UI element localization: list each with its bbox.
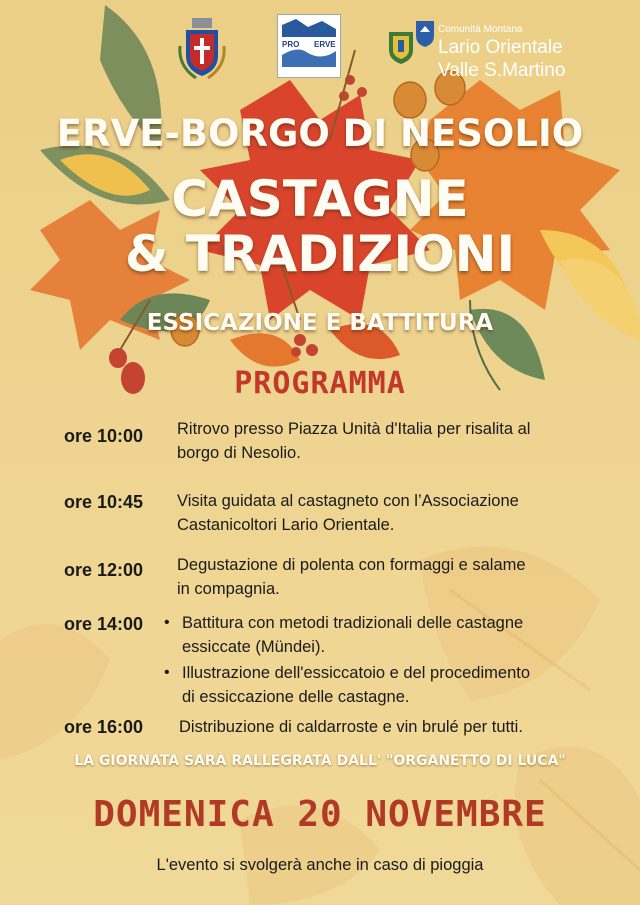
comunita-line2: Valle S.Martino — [438, 60, 566, 81]
desc-1200-line1: Degustazione di polenta con formaggi e salame — [177, 556, 526, 574]
time-1400: ore 14:00 — [64, 614, 144, 634]
organetto-note: LA GIORNATA SARÀ RALLEGRATA DALL' "ORGANETTO DI LUCA" — [74, 753, 566, 769]
time-1200: ore 12:00 — [64, 560, 144, 580]
desc-1045-line1: Visita guidata al castagneto con l’Associazione — [177, 492, 519, 510]
desc-1400-b2-line1: Illustrazione dell'essiccatoio e del procedimento — [182, 664, 531, 682]
erve-coat-of-arms-icon — [176, 16, 228, 82]
pro-erve-logo — [277, 14, 341, 78]
rain-note: L'evento si svolgerà anche in caso di pioggia — [156, 856, 484, 874]
comunita-line1: Lario Orientale — [438, 37, 563, 58]
bullet-dot-1: • — [164, 614, 170, 631]
programma-heading: PROGRAMMA — [234, 366, 406, 401]
event-subtitle: ESSICAZIONE E BATTITURA — [146, 310, 494, 336]
pro-label: PRO — [282, 40, 300, 49]
bullet-dot-2: • — [164, 664, 170, 681]
desc-1600-line1: Distribuzione di caldarroste e vin brulé per tutti. — [179, 718, 523, 736]
event-title-line2: & TRADIZIONI — [124, 225, 516, 283]
desc-1400-b1-line1: Battitura con metodi tradizionali delle castagne — [182, 614, 524, 632]
time-1000: ore 10:00 — [64, 426, 144, 446]
desc-1400-b2-line2: di essiccazione delle castagne. — [182, 688, 410, 706]
event-title-line1: CASTAGNE — [171, 170, 469, 228]
desc-1000-line2: borgo di Nesolio. — [177, 444, 301, 462]
desc-1400-b1-line2: essiccate (Mündei). — [182, 638, 326, 656]
desc-1000-line1: Ritrovo presso Piazza Unità d'Italia per risalita al — [177, 420, 531, 438]
municipality-crest-icon — [386, 28, 416, 66]
time-1045: ore 10:45 — [64, 492, 144, 512]
desc-1200-line2: in compagnia. — [177, 580, 280, 598]
comunita-montana-crest-icon — [414, 18, 436, 48]
location-title: ERVE-BORGO DI NESOLIO — [56, 112, 584, 155]
desc-1045-line2: Castanicoltori Lario Orientale. — [177, 516, 395, 534]
comunita-montana-small-label: Comunità Montana — [438, 24, 523, 35]
event-date: DOMENICA 20 NOVEMBRE — [93, 794, 547, 835]
time-1600: ore 16:00 — [64, 717, 144, 737]
erve-label: ERVE — [314, 40, 336, 49]
